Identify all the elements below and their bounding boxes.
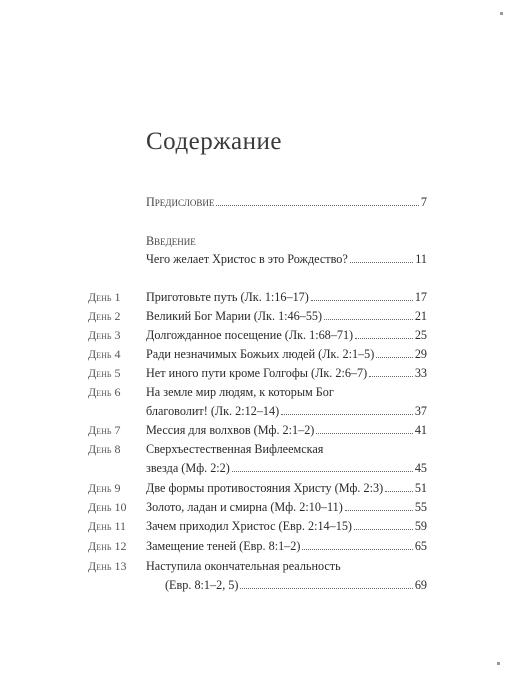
page-number: 59 <box>414 519 427 533</box>
page-number: 69 <box>414 578 427 592</box>
page-title: Содержание <box>146 128 282 155</box>
day-label: День 9 <box>88 481 121 495</box>
toc-entry-day-11[interactable] <box>0 517 510 535</box>
page-number: 37 <box>414 404 427 418</box>
entry-title: Ради незначимых Божьих людей (Лк. 2:1–5) <box>146 347 375 361</box>
dot-leader <box>232 471 413 472</box>
page-number: 51 <box>414 481 427 495</box>
intro-label: Введение <box>146 234 196 248</box>
day-label: День 12 <box>88 539 127 553</box>
toc-entry-day-10[interactable] <box>0 498 510 516</box>
page-number: 7 <box>420 195 427 209</box>
entry-title-cont: благоволит! (Лк. 2:12–14) <box>146 404 280 418</box>
dot-leader <box>354 529 413 530</box>
entry-title: Долгожданное посещение (Лк. 1:68–71) <box>146 328 354 342</box>
entry-title: Наступила окончательная реальность <box>146 559 341 573</box>
toc-entry-preface[interactable] <box>0 193 510 211</box>
dot-leader <box>240 588 412 589</box>
page-number: 65 <box>414 539 427 553</box>
entry-title: Сверхъестественная Вифлеемская <box>146 442 324 456</box>
dot-leader <box>311 300 413 301</box>
day-label: День 2 <box>88 309 121 323</box>
toc-entry-intro[interactable] <box>0 250 510 268</box>
dot-leader <box>316 433 412 434</box>
entry-title: Замещение теней (Евр. 8:1–2) <box>146 539 301 553</box>
entry-title: Великий Бог Марии (Лк. 1:46–55) <box>146 309 323 323</box>
crop-mark <box>500 12 503 15</box>
day-label: День 7 <box>88 423 121 437</box>
day-label: День 6 <box>88 385 121 399</box>
day-label: День 1 <box>88 290 121 304</box>
toc-entry-day-13-cont[interactable] <box>0 576 510 594</box>
toc-entry-day-8-cont[interactable] <box>0 459 510 477</box>
toc-entry-day-2[interactable] <box>0 307 510 325</box>
page-number: 45 <box>414 461 427 475</box>
entry-title: Золото, ладан и смирна (Мф. 2:10–11) <box>146 500 343 514</box>
page-number: 29 <box>414 347 427 361</box>
entry-title: Приготовьте путь (Лк. 1:16–17) <box>146 290 309 304</box>
toc-entry-day-4[interactable] <box>0 345 510 363</box>
dot-leader <box>216 205 419 206</box>
dot-leader <box>345 510 413 511</box>
toc-entry-day-12[interactable] <box>0 537 510 555</box>
entry-title-cont: звезда (Мф. 2:2) <box>146 461 230 475</box>
intro-label-row <box>0 232 510 250</box>
toc-entry-day-6[interactable] <box>0 383 510 401</box>
entry-title: На земле мир людям, к которым Бог <box>146 385 334 399</box>
dot-leader <box>369 376 413 377</box>
toc-entry-day-7[interactable] <box>0 421 510 439</box>
preface-label: Предисловие <box>146 195 215 209</box>
toc-entry-day-6-cont[interactable] <box>0 402 510 420</box>
day-label: День 3 <box>88 328 121 342</box>
entry-title: Нет иного пути кроме Голгофы (Лк. 2:6–7) <box>146 366 368 380</box>
day-label: День 8 <box>88 442 121 456</box>
entry-title-cont: (Евр. 8:1–2, 5) <box>165 578 239 592</box>
dot-leader <box>376 357 412 358</box>
toc-entry-day-9[interactable] <box>0 479 510 497</box>
dot-leader <box>281 414 413 415</box>
toc-entry-day-3[interactable] <box>0 326 510 344</box>
page-number: 25 <box>414 328 427 342</box>
day-label: День 4 <box>88 347 121 361</box>
toc-entry-day-5[interactable] <box>0 364 510 382</box>
day-label: День 13 <box>88 559 127 573</box>
entry-title: Две формы противостояния Христу (Мф. 2:3) <box>146 481 384 495</box>
day-label: День 5 <box>88 366 121 380</box>
page-number: 41 <box>414 423 427 437</box>
crop-mark <box>497 662 500 665</box>
toc-entry-day-1[interactable] <box>0 288 510 306</box>
page-number: 21 <box>414 309 427 323</box>
dot-leader <box>355 338 413 339</box>
page-number: 17 <box>414 290 427 304</box>
day-label: День 11 <box>88 519 126 533</box>
entry-title: Мессия для волхвов (Мф. 2:1–2) <box>146 423 315 437</box>
dot-leader <box>385 491 413 492</box>
toc-entry-day-8[interactable] <box>0 440 510 458</box>
day-label: День 10 <box>88 500 127 514</box>
page-number: 11 <box>415 252 427 266</box>
entry-title: Зачем приходил Христос (Евр. 2:14–15) <box>146 519 352 533</box>
dot-leader <box>350 262 413 263</box>
page-number: 33 <box>414 366 427 380</box>
intro-title: Чего желает Христос в это Рождество? <box>146 252 348 266</box>
page-number: 55 <box>414 500 427 514</box>
dot-leader <box>302 549 412 550</box>
dot-leader <box>324 319 413 320</box>
toc-entry-day-13[interactable] <box>0 557 510 575</box>
